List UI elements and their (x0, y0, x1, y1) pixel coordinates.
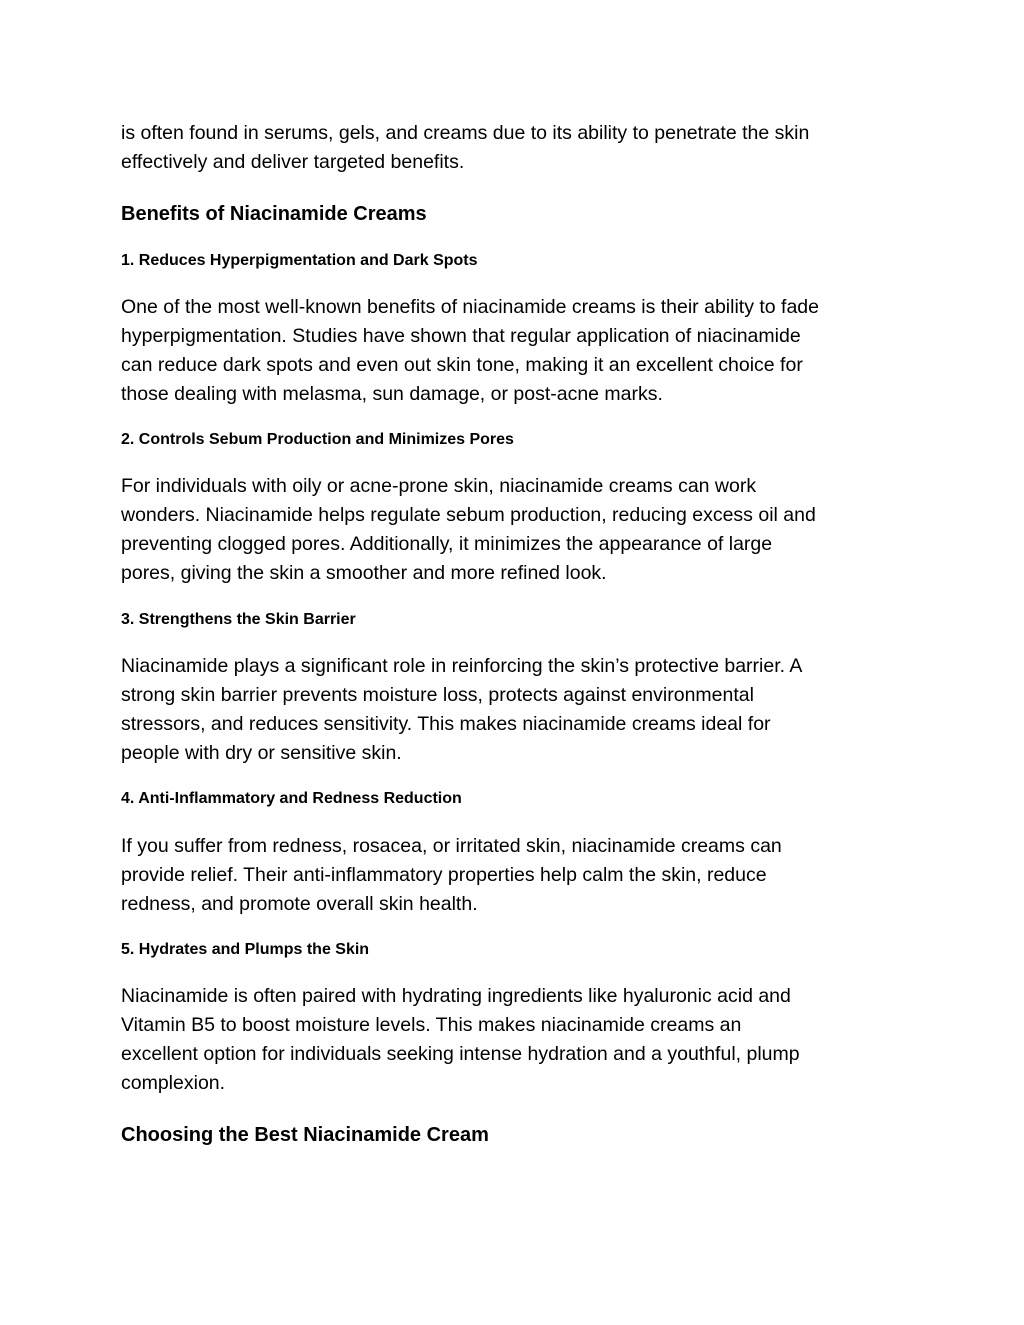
subheading-item-4: 4. Anti-Inflammatory and Redness Reduction (121, 790, 462, 807)
paragraph-line: strong skin barrier prevents moisture loss, protects against environmental (121, 684, 754, 706)
paragraph-line: For individuals with oily or acne-prone skin, niacinamide creams can work (121, 475, 757, 497)
paragraph-line: pores, giving the skin a smoother and more refined look. (121, 562, 607, 584)
section-heading-benefits: Benefits of Niacinamide Creams (121, 203, 427, 225)
paragraph-item-5 (121, 982, 800, 1098)
subheading-item-2: 2. Controls Sebum Production and Minimizes Pores (121, 431, 514, 448)
subheading-item-1: 1. Reduces Hyperpigmentation and Dark Spots (121, 252, 478, 269)
paragraph-line: hyperpigmentation. Studies have shown that regular application of niacinamide (121, 325, 801, 347)
paragraph-line: provide relief. Their anti-inflammatory properties help calm the skin, reduce (121, 864, 767, 886)
paragraph-line: Niacinamide plays a significant role in reinforcing the skin’s protective barrier. A (121, 655, 803, 677)
paragraph-line: effectively and deliver targeted benefits. (121, 151, 465, 173)
paragraph-item-2 (121, 472, 816, 588)
paragraph-line: can reduce dark spots and even out skin tone, making it an excellent choice for (121, 354, 803, 376)
paragraph-line: One of the most well-known benefits of niacinamide creams is their ability to fade (121, 296, 820, 318)
paragraph-item-4 (121, 832, 782, 919)
intro-paragraph (121, 119, 809, 177)
paragraph-item-3 (121, 652, 802, 768)
paragraph-line: Vitamin B5 to boost moisture levels. This makes niacinamide creams an (121, 1014, 742, 1036)
subheading-item-5: 5. Hydrates and Plumps the Skin (121, 941, 370, 958)
paragraph-line: Niacinamide is often paired with hydrating ingredients like hyaluronic acid and (121, 985, 791, 1007)
paragraph-item-1 (121, 293, 819, 409)
paragraph-line: is often found in serums, gels, and creams due to its ability to penetrate the skin (121, 122, 810, 144)
paragraph-line: preventing clogged pores. Additionally, it minimizes the appearance of large (121, 533, 773, 555)
paragraph-line: redness, and promote overall skin health. (121, 893, 478, 915)
paragraph-line: those dealing with melasma, sun damage, or post-acne marks. (121, 383, 663, 405)
paragraph-line: If you suffer from redness, rosacea, or irritated skin, niacinamide creams can (121, 835, 782, 857)
section-heading-choosing: Choosing the Best Niacinamide Cream (121, 1124, 489, 1146)
paragraph-line: complexion. (121, 1072, 226, 1094)
paragraph-line: people with dry or sensitive skin. (121, 742, 402, 764)
subheading-item-3: 3. Strengthens the Skin Barrier (121, 611, 356, 628)
paragraph-line: wonders. Niacinamide helps regulate sebum production, reducing excess oil and (121, 504, 816, 526)
paragraph-line: excellent option for individuals seeking intense hydration and a youthful, plump (121, 1043, 800, 1065)
paragraph-line: stressors, and reduces sensitivity. This makes niacinamide creams ideal for (121, 713, 771, 735)
